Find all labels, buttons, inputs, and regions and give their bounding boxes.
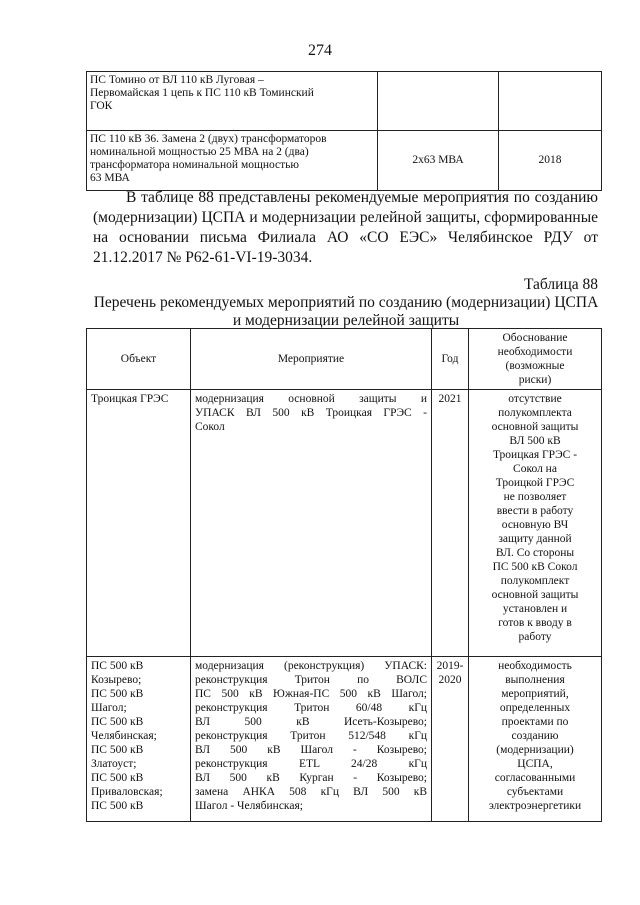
header-object: Объект bbox=[87, 329, 191, 390]
table-row bbox=[87, 657, 602, 822]
power-cell: 2х63 МВА bbox=[378, 131, 499, 191]
header-line: риски) bbox=[518, 374, 552, 386]
header-line: необходимости bbox=[497, 346, 573, 358]
cell-line: ПС 500 кВ bbox=[91, 800, 144, 812]
header-line: Обоснование bbox=[502, 332, 568, 344]
cell-line: Козырево; bbox=[91, 674, 142, 686]
header-line: (возможные bbox=[505, 360, 565, 372]
cell-line: ВЛ 500 кВ bbox=[509, 435, 561, 447]
cell-line: ПС 500 кВ bbox=[91, 772, 144, 784]
table-label: Таблица 88 bbox=[523, 276, 598, 293]
header-reason bbox=[469, 329, 602, 390]
cell-line: 63 МВА bbox=[90, 172, 130, 184]
cell-line: субъектами bbox=[506, 786, 564, 798]
cell-line: ВЛ. Со стороны bbox=[495, 547, 575, 559]
cell-line: проектами по bbox=[501, 716, 569, 728]
cell-line: 2019- bbox=[436, 660, 464, 672]
reason-cell bbox=[469, 390, 602, 657]
year-cell bbox=[499, 72, 602, 131]
cell-line: ВЛ 500 кВ Курган - Козырево; bbox=[195, 772, 427, 784]
action-cell bbox=[191, 657, 432, 822]
year-cell bbox=[432, 390, 469, 657]
cell-line: ПС 500 кВ Сокол bbox=[492, 561, 578, 573]
cell-line: Троицкая ГРЭС bbox=[91, 393, 169, 405]
page-number: 274 bbox=[308, 42, 332, 59]
cell-line: ЦСПА, bbox=[517, 758, 553, 770]
table-row bbox=[87, 72, 602, 131]
cell-line: работу bbox=[518, 631, 552, 643]
cell-line: реконструкция Тритон 60/48 кГц bbox=[195, 702, 427, 714]
cell-line: определенных bbox=[499, 702, 571, 714]
cell-line: ПС 110 кВ 36. Замена 2 (двух) трансформаторов bbox=[90, 133, 327, 145]
cell-line: готов к вводу в bbox=[498, 617, 572, 629]
cell-line: отсутствие bbox=[508, 393, 562, 405]
year-cell: 2018 bbox=[499, 131, 602, 191]
cell-line: номинальной мощностью 25 МВА на 2 (два) bbox=[90, 146, 309, 158]
cell-line: ввести в работу bbox=[496, 505, 574, 517]
table-header-row bbox=[87, 329, 602, 390]
continuation-table bbox=[86, 71, 602, 191]
cell-line: модернизация (реконструкция) УПАСК: bbox=[195, 660, 427, 672]
cell-line: ПС 500 кВ bbox=[91, 660, 144, 672]
year-cell bbox=[432, 657, 469, 822]
reason-cell bbox=[469, 657, 602, 822]
cell-line: выполнения bbox=[505, 674, 565, 686]
table-row bbox=[87, 390, 602, 657]
header-action: Мероприятие bbox=[191, 329, 432, 390]
cell-line: реконструкция Тритон 512/548 кГц bbox=[195, 730, 427, 742]
cell-line: установлен и bbox=[502, 603, 568, 615]
cell-line: реконструкция Тритон по ВОЛС bbox=[195, 674, 427, 686]
cell-line: Троицкой ГРЭС bbox=[495, 477, 575, 489]
cell-line: согласованными bbox=[494, 772, 576, 784]
cell-line: 2020 bbox=[438, 674, 462, 686]
cell-line: защиту данной bbox=[498, 533, 572, 545]
intro-paragraph: В таблице 88 представлены рекомендуемые мероприятия по созданию (модернизации) ЦСПА и модернизации релейной защиты, сформированные на основании письма Филиала АО «СО ЕЭС» Челябинское РДУ от 21.12.2017 № Р62-61-VI-19-3034. bbox=[93, 189, 598, 266]
cell-line: замена АНКА 508 кГц ВЛ 500 кВ bbox=[195, 786, 427, 798]
power-cell bbox=[378, 72, 499, 131]
table-title-line: и модернизации релейной защиты bbox=[232, 312, 460, 329]
cell-line: Шагол; bbox=[91, 702, 127, 714]
cell-line: созданию bbox=[511, 730, 559, 742]
cell-line: полукомплект bbox=[500, 575, 570, 587]
cell-line: УПАСК ВЛ 500 кВ Троицкая ГРЭС - bbox=[195, 407, 427, 419]
action-cell bbox=[191, 390, 432, 657]
cell-line: Челябинская; bbox=[91, 730, 157, 742]
cell-line: Первомайская 1 цепь к ПС 110 кВ Томинский bbox=[90, 87, 314, 99]
cell-line: основной защиты bbox=[491, 421, 579, 433]
cell-line: Приваловская; bbox=[91, 786, 163, 798]
cell-line: ПС 500 кВ bbox=[91, 716, 144, 728]
cell-line: Сокол на bbox=[513, 463, 557, 475]
cell-line: ПС 500 кВ bbox=[91, 688, 144, 700]
object-cell bbox=[87, 72, 378, 131]
header-year: Год bbox=[432, 329, 469, 390]
cell-line: полукомплекта bbox=[498, 407, 572, 419]
measures-table bbox=[86, 328, 602, 822]
cell-line: ПС 500 кВ Южная-ПС 500 кВ Шагол; bbox=[195, 688, 427, 700]
object-cell bbox=[87, 131, 378, 191]
object-cell bbox=[87, 390, 191, 657]
cell-line: 2021 bbox=[438, 393, 462, 405]
cell-line: (модернизации) bbox=[496, 744, 574, 756]
cell-line: ГОК bbox=[90, 100, 113, 112]
cell-line: реконструкция ETL 24/28 кГц bbox=[195, 758, 427, 770]
table-row bbox=[87, 131, 602, 191]
object-cell bbox=[87, 657, 191, 822]
cell-line: модернизация основной защиты и bbox=[195, 393, 427, 405]
cell-line: ВЛ 500 кВ Шагол - Козырево; bbox=[195, 744, 427, 756]
table-title bbox=[88, 294, 604, 330]
cell-line: Златоуст; bbox=[91, 758, 137, 770]
cell-line: мероприятий, bbox=[501, 688, 569, 700]
cell-line: необходимость bbox=[498, 660, 572, 672]
cell-line: ПС 500 кВ bbox=[91, 744, 144, 756]
cell-line: основной защиты bbox=[491, 589, 579, 601]
cell-line: электроэнергетики bbox=[488, 800, 582, 812]
cell-line: ВЛ 500 кВ Исеть-Козырево; bbox=[195, 716, 427, 728]
cell-line: Шагол - Челябинская; bbox=[195, 800, 303, 812]
cell-line: трансформатора номинальной мощностью bbox=[90, 159, 299, 171]
table-title-line: Перечень рекомендуемых мероприятий по созданию (модернизации) ЦСПА bbox=[93, 294, 599, 311]
cell-line: не позволяет bbox=[503, 491, 567, 503]
cell-line: ПС Томино от ВЛ 110 кВ Луговая – bbox=[90, 74, 264, 86]
cell-line: основную ВЧ bbox=[501, 519, 569, 531]
cell-line: Троицкая ГРЭС - bbox=[492, 449, 578, 461]
cell-line: Сокол bbox=[195, 421, 225, 433]
